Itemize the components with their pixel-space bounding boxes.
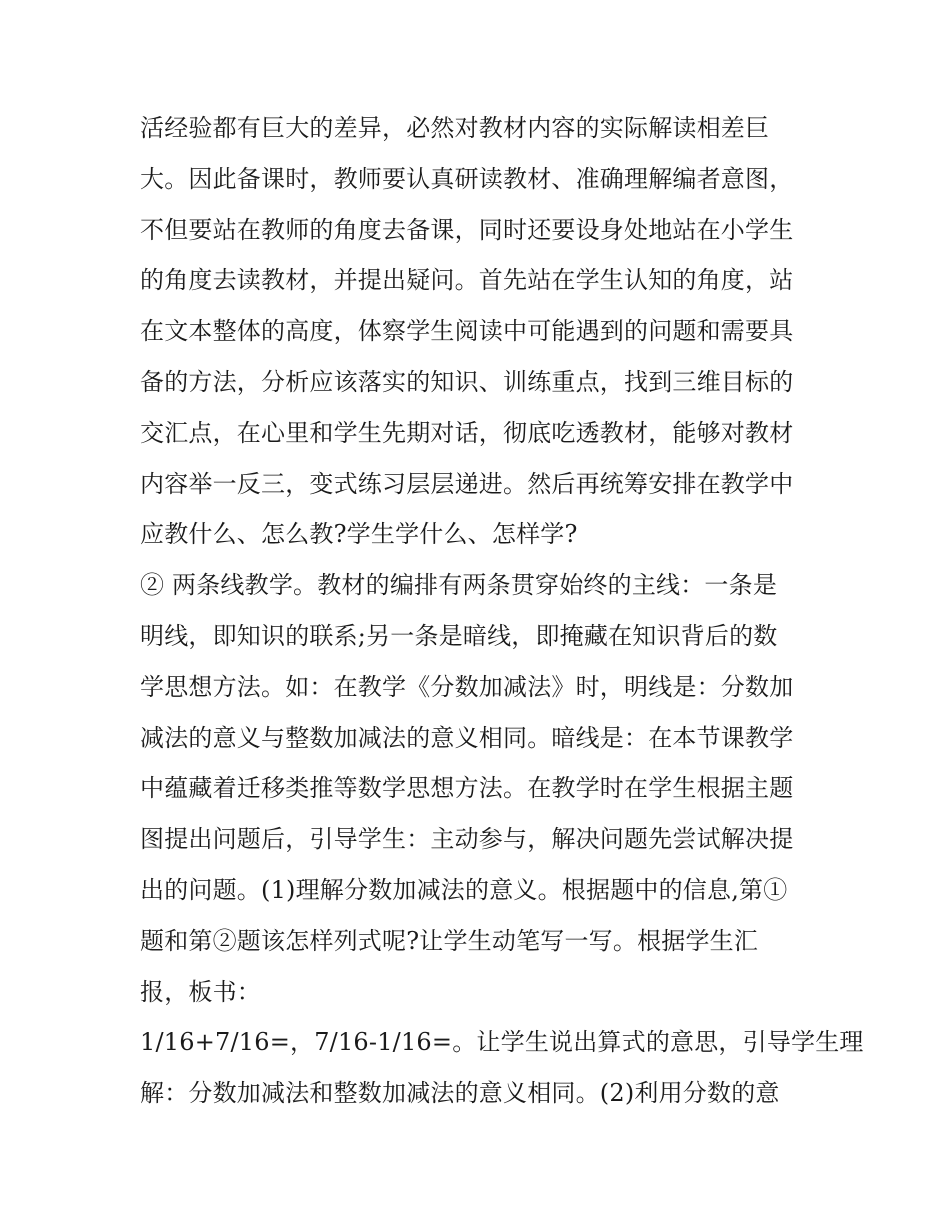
text-line-2: 大。因此备课时，教师要认真研读教材、准确理解编者意图，	[140, 164, 794, 193]
text-line-17: 题和第②题该怎样列式呢?让学生动笔写一写。根据学生汇	[140, 926, 759, 955]
text-line-18: 报，板书：	[140, 977, 261, 1006]
text-line-5: 在文本整体的高度，体察学生阅读中可能遇到的问题和需要具	[140, 317, 794, 346]
body-text	[140, 103, 864, 1119]
text-line-15: 图提出问题后，引导学生：主动参与，解决问题先尝试解决提	[140, 825, 794, 854]
text-line-6: 备的方法，分析应该落实的知识、训练重点，找到三维目标的	[140, 367, 794, 396]
text-line-4: 的角度去读教材，并提出疑问。首先站在学生认知的角度，站	[140, 266, 794, 295]
text-line-14: 中蕴藏着迁移类推等数学思想方法。在教学时在学生根据主题	[140, 774, 794, 803]
text-line-9: 应教什么、怎么教?学生学什么、怎样学?	[140, 520, 578, 549]
text-line-13: 减法的意义与整数加减法的意义相同。暗线是：在本节课教学	[140, 723, 794, 752]
text-line-12: 学思想方法。如：在教学《分数加减法》时，明线是：分数加	[140, 672, 794, 701]
text-line-8: 内容举一反三，变式练习层层递进。然后再统筹安排在教学中	[140, 469, 794, 498]
text-line-1: 活经验都有巨大的差异，必然对教材内容的实际解读相差巨	[140, 114, 770, 142]
text-line-11: 明线，即知识的联系;另一条是暗线，即掩藏在知识背后的数	[140, 621, 778, 650]
text-line-19: 1/16+7/16=，7/16-1/16=。让学生说出算式的意思，引导学生理	[140, 1028, 864, 1057]
text-line-16: 出的问题。(1)理解分数加减法的意义。根据题中的信息,第①	[140, 875, 788, 904]
text-line-20: 解：分数加减法和整数加减法的意义相同。(2)利用分数的意	[140, 1079, 780, 1108]
text-line-7: 交汇点，在心里和学生先期对话，彻底吃透教材，能够对教材	[140, 418, 794, 447]
text-line-10: ② 两条线教学。教材的编排有两条贯穿始终的主线：一条是	[140, 571, 778, 600]
text-line-3: 不但要站在教师的角度去备课，同时还要设身处地站在小学生	[140, 215, 794, 244]
